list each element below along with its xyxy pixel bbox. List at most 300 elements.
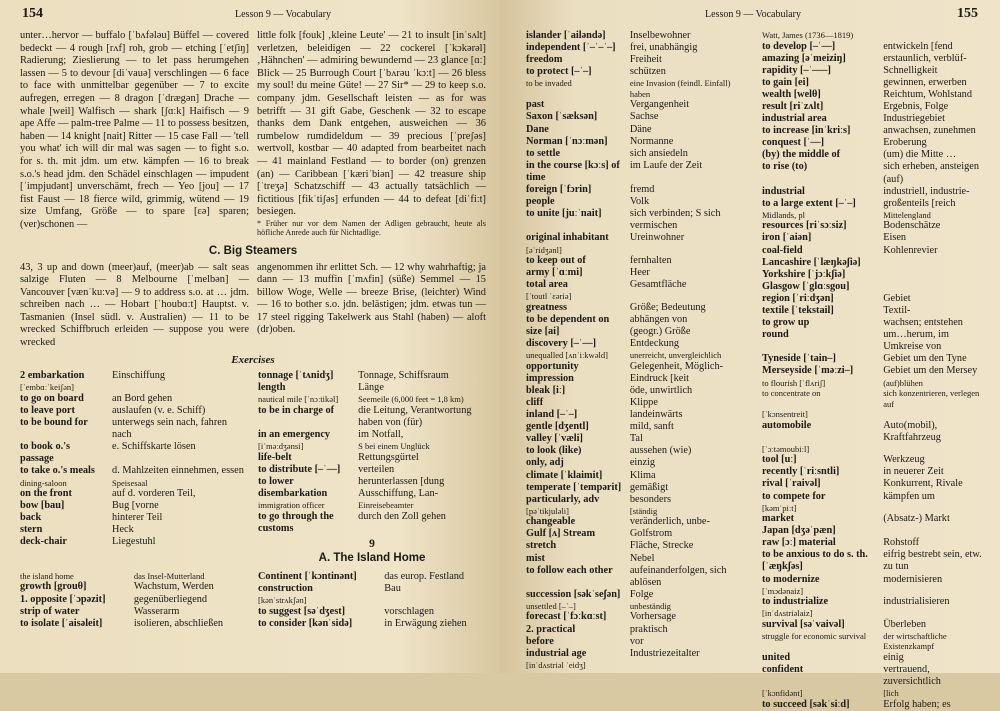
vocab-table — [20, 571, 248, 630]
vocab-english: confident — [762, 663, 804, 675]
vocab-german: Kohlenrevier — [883, 244, 938, 256]
exercises-list-right — [258, 370, 486, 569]
vocab-english: result [riˈzʌlt] — [762, 100, 824, 112]
vocab-english: recently [ˈriːsntli] — [762, 466, 840, 478]
vocab-english: stretch — [526, 540, 557, 552]
vocab-german: Liegestuhl — [112, 536, 156, 548]
vocab-english: to unite [juːˈnait] — [526, 208, 602, 220]
vocab-german: sich verbinden; S sich vermischen — [629, 208, 721, 232]
vocab-english: to industrialize — [762, 596, 829, 608]
vocab-english: rapidity [–ˈ–––] — [762, 64, 831, 76]
vocab-german: einzig — [629, 457, 656, 469]
vocab-entry — [762, 232, 988, 244]
vocab-english: Japan [dʒəˈpæn] — [762, 525, 836, 537]
vocab-english: changeable — [526, 516, 576, 528]
vocab-english: Continent [ˈkɔntinənt] — [258, 570, 357, 582]
vocab-entry — [526, 232, 752, 244]
vocab-entry — [526, 196, 752, 208]
vocab-entry — [526, 314, 752, 326]
vocab-entry — [526, 361, 752, 373]
vocab-entry — [762, 699, 988, 711]
vocab-german: Ausschiffung, Lan- — [358, 488, 439, 499]
right-page-number: 155 — [957, 6, 978, 21]
vocab-entry — [20, 417, 248, 441]
vocab-entry — [762, 631, 988, 652]
vocab-english: to leave port — [20, 404, 75, 416]
vocab-entry — [258, 370, 486, 382]
vocab-entry — [526, 648, 752, 660]
vocab-german: Mittelengland — [883, 209, 931, 220]
vocab-entry — [20, 571, 248, 582]
vocab-german: [lich — [883, 688, 899, 699]
vocab-german: Klima — [629, 469, 656, 481]
vocab-german: frei, unabhängig — [629, 42, 698, 54]
vocab-german: d. Mahlzeiten einnehmen, essen — [112, 465, 244, 477]
vocab-entry — [762, 198, 988, 210]
vocab-german: Golfstrom — [629, 528, 673, 540]
vocab-german: auf d. vorderen Teil, — [112, 488, 196, 499]
vocab-english: size [ai] — [526, 325, 560, 337]
vocab-german: sich konzentrieren, verlegen auf — [883, 388, 980, 409]
vocab-entry — [526, 302, 752, 314]
vocab-entry — [762, 549, 988, 573]
vocab-entry — [526, 565, 752, 589]
vocab-entry — [258, 511, 486, 535]
vocab-german: Eroberung — [883, 137, 927, 149]
island-list-left — [20, 571, 248, 630]
vocab-english: industrial age — [526, 647, 587, 659]
vocab-german: Bug [vorne — [112, 500, 159, 512]
vocab-english: construction — [258, 583, 313, 595]
vocab-entry — [20, 393, 248, 405]
vocab-english: resources [riˈsɔːsiz] — [762, 220, 847, 232]
vocab-english: industrial — [762, 185, 805, 197]
vocab-english: disembarkation — [258, 488, 328, 499]
vocab-english: to modernize — [762, 573, 820, 585]
vocab-english: mist — [526, 552, 545, 564]
vocab-german: Einschiffung — [112, 370, 166, 382]
vocab-entry — [258, 394, 486, 405]
exercises-heading: Exercises — [231, 353, 275, 366]
vocab-entry — [762, 478, 988, 490]
vocab-german — [877, 586, 988, 597]
vocab-entry — [762, 220, 988, 232]
vocab-entry — [526, 611, 752, 623]
vocab-german: entwickeln [fend — [883, 40, 953, 52]
vocab-german: Folge — [629, 588, 654, 600]
vocab-entry — [762, 537, 988, 549]
vocab-entry — [762, 525, 988, 537]
vocab-entry — [762, 30, 988, 41]
vocab-entry — [762, 388, 988, 409]
vocab-german: modernisieren — [883, 573, 943, 585]
vocab-english: only, adj — [526, 457, 564, 469]
vocab-entry — [762, 608, 988, 619]
vocab-entry — [762, 245, 988, 257]
vocab-german: in neuerer Zeit — [883, 466, 944, 478]
vocab-german: Gebiet um den Mersey — [883, 365, 978, 377]
vocab-entry — [526, 433, 752, 445]
vocab-entry — [526, 267, 752, 279]
vocab-german: der wirtschaftliche Existenzkampf — [883, 630, 947, 652]
vocab-english: rival [ˈraivəl] — [762, 478, 821, 490]
vocab-german: wachsen; entstehen — [883, 317, 963, 329]
vocab-english: gentle [dʒentl] — [526, 421, 589, 433]
vocab-entry — [762, 688, 988, 699]
vocab-german: industriell, industrie- — [883, 185, 970, 197]
vocab-entry — [762, 65, 988, 77]
vocab-entry — [762, 317, 988, 329]
vocab-entry — [526, 385, 752, 397]
vocab-german: unerreicht, unvergleichlich — [629, 350, 722, 361]
vocab-english: Saxon [ˈsæksən] — [526, 111, 598, 123]
vocab-german — [877, 269, 988, 281]
vocab-entry — [762, 586, 988, 597]
vocab-german: aufeinanderfolgen, sich ablösen — [629, 564, 727, 588]
vocab-german: sich ansiedeln — [629, 147, 688, 159]
vocab-german: Gebiet — [883, 292, 911, 304]
vocab-german: Seemeile (6,000 feet = 1,8 km) — [358, 394, 464, 405]
vocab-entry — [762, 454, 988, 466]
vocab-german — [877, 409, 988, 420]
vocab-entry — [762, 596, 988, 608]
vocab-german: (um) die Mitte … — [883, 149, 957, 161]
vocab-entry — [762, 619, 988, 631]
vocab-entry — [258, 583, 486, 595]
vocab-entry — [526, 291, 752, 302]
vocab-entry — [526, 589, 752, 601]
vocab-entry — [762, 101, 988, 113]
vocab-english: to lower — [258, 475, 294, 487]
vocab-entry — [526, 279, 752, 291]
vocab-german: sich erheben, ansteigen (auf) — [883, 161, 979, 185]
vocab-entry — [526, 245, 752, 256]
vocab-german: Freiheit — [629, 54, 662, 66]
vocab-german: fernhalten — [629, 255, 672, 266]
vocab-german: Vergangenheit — [629, 99, 690, 111]
vocab-english: to be invaded — [526, 78, 572, 89]
vocab-entry — [762, 257, 988, 269]
vocab-german: Eisen — [883, 232, 907, 244]
right-page-header — [500, 6, 1000, 24]
vocab-english: to book o.'s passage — [20, 441, 71, 465]
vocab-german: veränderlich, unbe- — [629, 516, 710, 528]
vocab-german: Sachse — [629, 111, 659, 123]
vocab-german: verteilen — [358, 463, 395, 475]
vocab-english: Dane — [526, 123, 549, 135]
vocab-english: to grow up — [762, 317, 810, 329]
vocab-entry — [526, 482, 752, 494]
vocab-english: valley [ˈvæli] — [526, 433, 583, 445]
vocab-entry — [258, 571, 486, 583]
vocab-english: total area — [526, 279, 568, 291]
vocab-table — [258, 571, 486, 630]
vocab-german — [378, 595, 486, 606]
vocab-entry — [526, 636, 752, 648]
vocab-entry — [526, 66, 752, 78]
vocab-english: Tyneside [ˈtain–] — [762, 353, 836, 365]
vocab-english: army [ˈɑːmi] — [526, 267, 583, 279]
vocab-english: [ˈkɔnsentreit] — [762, 409, 808, 420]
section-heading-c: C. Big Steamers — [208, 244, 298, 257]
vocab-entry — [762, 281, 988, 293]
vocab-german: [ständig — [629, 505, 658, 516]
vocab-english: unequalled [ʌnˈiːkwəld] — [526, 350, 608, 361]
vocab-english: strip of water — [20, 605, 80, 617]
vocab-english: [ˈtoutl ˈɛəriə] — [526, 291, 572, 302]
vocab-entry — [526, 445, 752, 457]
vocab-entry — [762, 89, 988, 101]
vocab-entry — [526, 184, 752, 196]
vocab-german: Wasserarm — [133, 605, 180, 617]
vocab-english: 1. opposite [ˈɔpəzit] — [20, 593, 106, 605]
vocab-english: deck-chair — [20, 536, 67, 548]
vocab-english: 2 embarkation — [20, 370, 85, 382]
vocab-german: Gebiet um den Tyne — [883, 353, 967, 365]
left-page-header — [0, 6, 500, 24]
vocab-entry — [762, 513, 988, 525]
vocab-german: Größe; Bedeutung — [629, 301, 706, 313]
vocab-german: kämpfen um — [883, 490, 935, 502]
vocab-entry — [762, 652, 988, 664]
vocab-english: coal-field — [762, 244, 803, 256]
vocab-entry — [762, 186, 988, 198]
vocab-english: discovery [–ˈ––] — [526, 338, 597, 350]
vocab-entry — [526, 160, 752, 184]
vocab-german: unterwegs sein nach, fahren nach — [112, 417, 227, 441]
vocab-german: besonders — [629, 493, 672, 505]
vocab-german: Bau — [384, 583, 401, 595]
vocab-english: Yorkshire [ˈjɔːkʃiə] — [762, 268, 846, 280]
vocab-english: to flourish [ˈflʌriʃ] — [762, 377, 826, 388]
vocab-english: [inˈdʌstriəlaiz] — [762, 608, 813, 619]
vocab-entry — [526, 148, 752, 160]
vocab-english: Merseyside [ˈməːzi–] — [762, 365, 854, 377]
vocab-entry — [762, 137, 988, 149]
vocab-german: Volk — [629, 196, 650, 208]
vocab-german: schützen — [629, 66, 666, 78]
vocab-english: foreign [ˈfɔrin] — [526, 184, 592, 196]
vocab-german: im Laufe der Zeit — [629, 159, 703, 171]
vocab-german: Erfolg haben; es — [883, 698, 951, 710]
vocab-english: to rise (to) — [762, 161, 808, 173]
vocab-english: wealth [welθ] — [762, 88, 821, 100]
vocab-english: [ˈkɔnfidənt] — [762, 688, 803, 699]
vocab-english: automobile — [762, 419, 812, 431]
vocab-english: [kənˈstrʌkʃən] — [258, 595, 307, 606]
vocab-entry — [526, 136, 752, 148]
vocab-entry — [258, 618, 486, 630]
vocab-english: [ˈɔːtəmoubiːl] — [762, 443, 810, 454]
vocab-english: temperate [ˈtempərit] — [526, 481, 622, 493]
vocab-german: isolieren, abschließen — [133, 617, 224, 629]
vocab-english: to gain [ei] — [762, 76, 809, 88]
vocab-german: anwachsen, zunehmen — [883, 125, 976, 137]
vocab-entry — [762, 53, 988, 65]
vocab-english: Midlands, pl — [762, 209, 805, 220]
vocab-entry — [762, 466, 988, 478]
vocab-german: Speisesaal — [112, 477, 148, 488]
vocab-german: Inselbewohner — [629, 30, 691, 41]
vocab-german: Industriezeitalter — [629, 647, 700, 659]
vocab-english: islander [ˈailəndə] — [526, 30, 606, 41]
vocab-english: opportunity — [526, 360, 579, 372]
vocab-entry — [762, 149, 988, 161]
vocab-entry — [20, 488, 248, 500]
vocab-german: gewinnen, erwerben — [883, 76, 967, 88]
vocab-entry — [762, 444, 988, 455]
vocab-english: dining-saloon — [20, 477, 67, 488]
vocab-entry — [762, 365, 988, 377]
vocab-entry — [526, 54, 752, 66]
vocab-german: unbeständig — [629, 600, 671, 611]
vocab-english: conquest [ˈ––] — [762, 137, 825, 149]
vocab-entry — [526, 624, 752, 636]
vocab-german: Länge — [358, 382, 384, 394]
vocab-german: vertrauend, zuversichtlich — [883, 663, 941, 688]
vocab-entry — [258, 488, 486, 500]
vocab-german: Eindruck [keit — [629, 372, 690, 384]
vocab-german — [106, 382, 248, 393]
vocab-german: die Leitung, Verantwortung haben von (für) — [358, 404, 472, 429]
vocab-entry — [526, 30, 752, 42]
vocab-entry — [20, 512, 248, 524]
vocab-entry — [20, 382, 248, 393]
vocab-german: Werkzeug — [883, 454, 925, 466]
vocab-entry — [762, 77, 988, 89]
vocab-entry — [762, 125, 988, 137]
exercises-vocab — [20, 370, 486, 569]
vocab-german: industrialisieren — [883, 596, 950, 608]
vocab-german: landeinwärts — [629, 409, 683, 421]
vocab-entry — [258, 595, 486, 606]
vocab-german — [877, 608, 988, 619]
vocab-german: S bei einem Unglück — [358, 441, 430, 452]
vocab-entry — [526, 42, 752, 54]
vocab-english: cliff — [526, 396, 544, 408]
vocab-column-1 — [20, 262, 249, 350]
vocab-german: Nebel — [629, 552, 655, 564]
vocab-german: Däne — [629, 123, 652, 135]
vocab-entry — [20, 405, 248, 417]
vocab-english: survival [səˈvaivəl] — [762, 618, 845, 630]
vocab-german: Normanne — [629, 135, 674, 147]
vocab-entry — [258, 606, 486, 618]
vocab-german — [877, 444, 988, 455]
vocab-english: independent [ˈ–ˈ–ˈ–] — [526, 42, 616, 54]
vocab-german: Industriegebiet — [883, 113, 945, 125]
vocab-english: Lancashire [ˈlæŋkəʃiə] — [762, 256, 861, 268]
vocab-english: to be dependent on — [526, 313, 610, 325]
vocab-entry — [258, 452, 486, 464]
right-page-body — [526, 30, 988, 710]
vocab-english: bow [bau] — [20, 500, 65, 512]
vocab-entry — [526, 601, 752, 612]
vocab-german: Vorhersage — [629, 611, 676, 623]
vocab-german: Tonnage, Schiffsraum — [358, 370, 449, 382]
vocab-entry — [526, 457, 752, 469]
exercises-list-left — [20, 370, 248, 569]
left-page-body — [20, 30, 486, 671]
vocab-german: durch den Zoll gehen — [358, 510, 446, 522]
vocab-column-1 — [20, 30, 249, 238]
vocab-german: das europ. Festland — [384, 570, 465, 582]
vocab-german — [624, 291, 752, 302]
vocab-german: (auf)blühen — [883, 377, 923, 388]
vocab-english: to go on board — [20, 392, 84, 404]
vocab-english: to settle — [526, 147, 561, 159]
vocab-german: Ergebnis, Folge — [883, 100, 949, 112]
vocab-english: [ˈmɔdənaiz] — [762, 585, 804, 596]
vocab-german: öde, unwirtlich — [629, 384, 693, 396]
vocab-entry — [762, 378, 988, 389]
vocab-german: Fläche, Strecke — [629, 540, 694, 552]
vocab-entry — [762, 574, 988, 586]
vocab-entry — [526, 255, 752, 267]
vocab-german: Bodenschätze — [883, 220, 941, 232]
vocab-entry — [526, 397, 752, 409]
vocab-german — [877, 525, 988, 537]
vocab-text: little folk [fouk] ‚kleine Leute' — 21 to insult [inˈsʌlt] verletzen, beleidigen — 22 cockerel [ˈkɔkərəl] ‚Hähnchen' — admiring bewundernd — 23 glance [ɑː] Blick — 25 Burrough Court [ˈbʌrəu ˈkɔːt] — 26 bless my soul! du meine Güte! — 27 Sir* — 29 to keep s.o. company jdm. Gesellschaft leisten — as for was betrifft — 31 gift Gabe, Geschenk — 32 to escape thanks dem Dank entgehen, ausweichen — 36 rumbelow rumdideldum — 39 precious [ˈpreʃəs] wertvoll, kostbar — 40 adapted from bearbeitet nach — 41 mainland Festland — to border (on) grenzen (an) — Caribbean [ˈkæriˈbiən] — 42 treasure ship [ˈtreʒə] Schatzschiff — 43 actually tatsächlich — fictitious [fikˈtiʃəs] erfunden — 44 to defeat [diˈfiːt] besiegen. — [257, 30, 486, 218]
vocab-english: iron [ˈaiən] — [762, 232, 812, 244]
vocab-german: erstaunlich, verblüf- — [883, 52, 967, 64]
vocab-english: Watt, James (1736—1819) — [762, 30, 854, 40]
vocab-english: market — [762, 513, 795, 525]
vocab-german — [877, 503, 988, 514]
vocab-entry — [526, 470, 752, 482]
vocab-german: Einreisebeamter — [358, 500, 414, 511]
vocab-english: back — [20, 512, 42, 524]
vocab-english: Glasgow [ˈglɑːsgou] — [762, 280, 850, 292]
vocab-entry — [526, 409, 752, 421]
island-home-vocab — [20, 571, 486, 630]
left-running-head: Lesson 9 — Vocabulary — [235, 9, 332, 20]
vocab-german: einig — [883, 651, 904, 663]
vocab-german: praktisch — [629, 623, 668, 635]
lesson-c-vocab — [20, 262, 486, 350]
vocab-entry — [258, 476, 486, 488]
vocab-german — [624, 245, 752, 256]
vocab-table — [258, 370, 486, 535]
vocab-english: [kəmˈpiːt] — [762, 502, 797, 513]
vocab-english: tonnage [ˈtʌnidʒ] — [258, 370, 334, 382]
vocab-entry — [20, 581, 248, 593]
vocab-table — [526, 30, 752, 670]
vocab-entry — [526, 506, 752, 517]
vocab-english: immigration officer — [258, 500, 325, 511]
vocab-column-2 — [257, 262, 486, 350]
vocab-entry — [762, 409, 988, 420]
vocab-german: hinterer Teil — [112, 512, 163, 524]
vocab-entry — [762, 353, 988, 365]
vocab-english: in an emergency — [258, 429, 331, 441]
vocab-entry — [762, 269, 988, 281]
vocab-english: to consider [kənˈsidə] — [258, 617, 353, 629]
vocab-english: amazing [əˈmeiziŋ] — [762, 52, 846, 64]
vocab-german: Textil- — [883, 304, 911, 316]
vocab-entry — [526, 421, 752, 433]
vocab-german: Rohstoff — [883, 537, 920, 549]
vocab-english: succession [səkˈseʃən] — [526, 588, 621, 600]
vocab-text: 43, 3 up and down (meer)auf, (meer)ab — salt seas salzige Fluten — 8 Melbourne [ˈmelbən] — Vancouver [vænˈkuːvə] — 9 to address s.o. at … jdm. schreiben nach … — Hobart [ˈhoubɑːt] Hauptst. v. Tasmanien (Insel südl. v. Australien) — 11 to be wrecked Schiffbruch erleiden — suppose you were wrecked — [20, 261, 249, 349]
vocab-german: großenteils [reich — [883, 197, 956, 209]
vocab-english: impression — [526, 372, 574, 384]
vocab-english: to follow each other — [526, 564, 613, 576]
vocab-german: gemäßigt — [629, 481, 669, 493]
vocab-english: [əˈridʒənl] — [526, 244, 562, 255]
vocab-english: [ˈembɑːˈkeiʃən] — [20, 382, 75, 393]
vocab-german: Konkurrent, Rivale — [883, 478, 963, 490]
